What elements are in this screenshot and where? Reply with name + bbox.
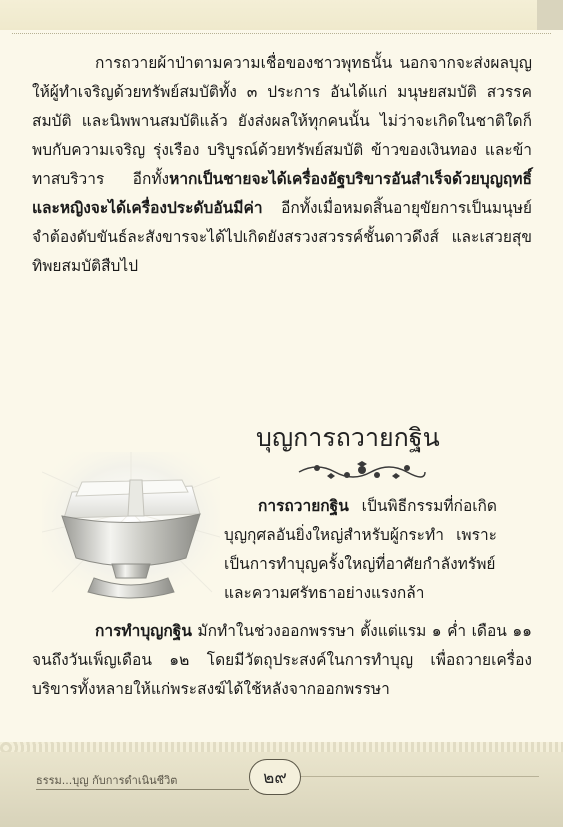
footer-lace-border [0,742,563,752]
top-divider [12,33,551,35]
corner-tab [537,0,563,30]
bold-term: การถวายกฐิน [258,497,349,515]
section-title: บุญการถวายกฐิน [256,423,440,452]
paragraph-text: อีกทั้งเมื่อหมดสิ้นอายุขัยการเป็นมนุษย์ จำต้องดับขันธ์ละสังขารจะได้ไปเกิดยังสรวงสวรรค์ชั้นดาวดึงส์ และเสวยสุขทิพยสมบัติสืบไป [32,199,532,275]
offering-bowl-image [42,452,220,602]
paragraph-forest-robe-offering [32,49,532,281]
page-number: ๒๙ [263,767,287,788]
floral-ornament-divider [297,460,427,482]
paragraph-text: มักทำในช่วงออกพรรษา ตั้งแต่แรม ๑ ค่ำ เดือน ๑๑ จนถึงวันเพ็ญเดือน ๑๒ โดยมีวัตถุประสงค์ในการทำบุญ เพื่อถวายเครื่องบริขารทั้งหลายให้แก่พระสงฆ์ได้ใช้หลังจากออกพรรษา [32,622,532,698]
footer-rule-right [299,776,539,777]
paragraph-kathin-offering [224,492,497,608]
paragraph-kathin-merit [32,617,532,704]
page-number-badge [249,759,301,795]
bold-phrase: หากเป็นชายจะได้เครื่องอัฐบริขารอันสำเร็จด้วยบุญฤทธิ์ และหญิงจะได้เครื่องประดับอันมีค่า [32,170,532,217]
paragraph-text: การถวายผ้าป่าตามความเชื่อของชาวพุทธนั้น นอกจากจะส่งผลบุญให้ผู้ทำเจริญด้วยทรัพย์สมบัติทั้ง ๓ ประการ อันได้แก่ มนุษยสมบัติ สวรรคสมบัติ และนิพพานสมบัติแล้ว ยังส่งผลให้ทุกคนนั้น ไม่ว่าจะเกิดในชาติใดก็พบกับความเจริญ รุ่งเรือง บริบูรณ์ด้วยทรัพย์สมบัติ ข้าวของเงินทอง และข้าทาสบริวาร อีกทั้ง [32,54,532,188]
bold-term: การทำบุญกฐิน [95,622,192,640]
book-title-footer: ธรรม...บุญ กับการดำเนินชีวิต [36,774,178,787]
top-decorative-band [0,0,563,30]
footer-rule [36,789,249,790]
paragraph-text: เป็นพิธีกรรมที่ก่อเกิดบุญกุศลอันยิ่งใหญ่สำหรับผู้กระทำ เพราะเป็นการทำบุญครั้งใหญ่ที่อาศัยกำลังทรัพย์และความศรัทธาอย่างแรงกล้า [224,497,497,602]
